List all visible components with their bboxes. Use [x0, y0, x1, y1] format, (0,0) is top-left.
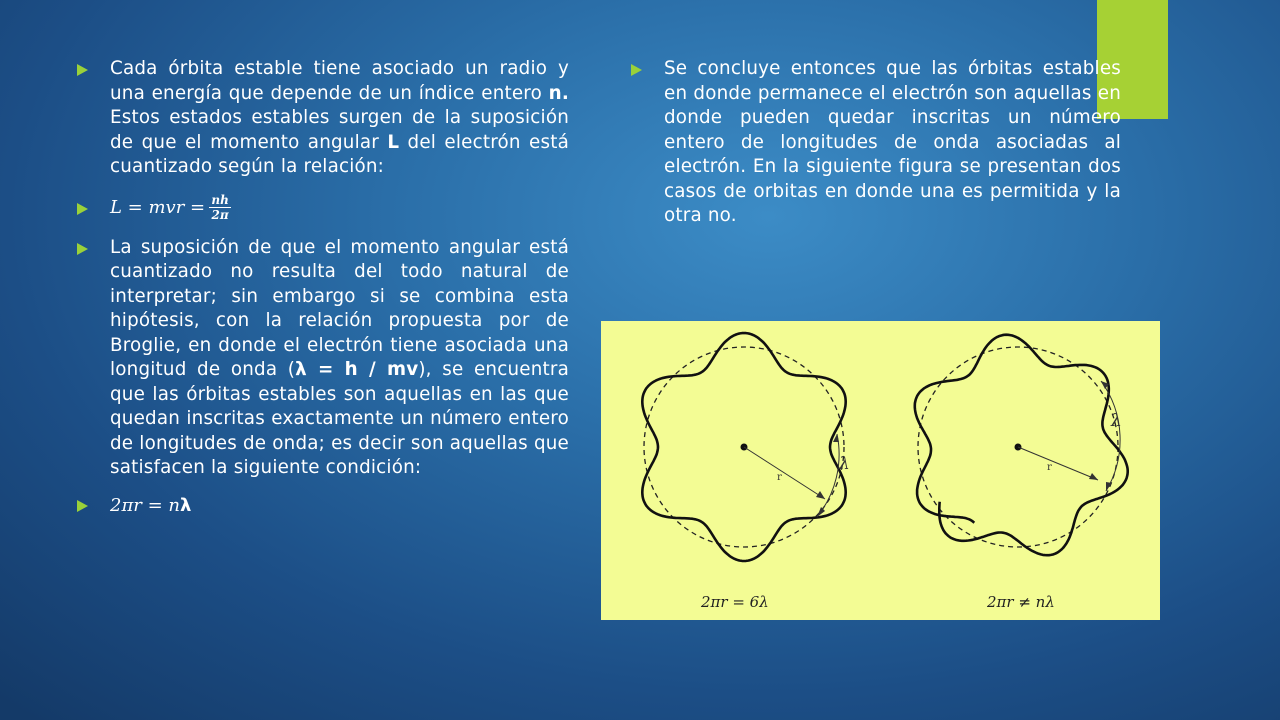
orbit-figure: [601, 321, 1160, 620]
fraction-numerator: nh: [211, 192, 229, 207]
formula-angular-momentum: [110, 193, 231, 222]
radius-line: [1018, 447, 1098, 480]
bullet-arrow-icon: [77, 64, 88, 76]
broken-wave: [915, 335, 1128, 556]
bold-de-broglie-relation: λ = h / mv: [295, 359, 419, 380]
formula-text: 2πr = n: [110, 494, 181, 516]
formula-orbit-condition: [110, 495, 191, 516]
bold-index-n: n.: [548, 82, 569, 104]
left-column: [77, 57, 569, 529]
bullet-text: [110, 57, 569, 180]
formula-lhs: L = mvr =: [110, 196, 206, 218]
radius-arrowhead: [816, 491, 825, 499]
radius-label: r: [777, 472, 782, 483]
radius-arrowhead: [1089, 473, 1098, 480]
fraction-denominator: 2π: [211, 207, 229, 222]
wavelength-label: λ: [1111, 411, 1122, 431]
forbidden-orbit-diagram: [915, 335, 1128, 611]
allowed-orbit-diagram: [642, 333, 849, 611]
bold-angular-momentum-l: L: [387, 131, 400, 153]
arc-arrowhead-bottom: [1106, 482, 1112, 491]
bullet-formula-orbit-condition: [77, 495, 569, 516]
forbidden-orbit-caption: 2πr ≠ nλ: [987, 593, 1055, 611]
wavelength-label: λ: [839, 454, 850, 474]
bullet-formula-angular-momentum: [77, 193, 569, 222]
wavelength-arc: [817, 434, 839, 517]
formula-lambda: λ: [180, 494, 192, 516]
bullet-text: [110, 236, 569, 481]
bullet-arrow-icon: [77, 243, 88, 255]
text-segment: Cada órbita estable tiene asociado un radio y una energía que depende de un índice entero: [110, 58, 569, 104]
bullet-orbit-radius-energy: [77, 57, 569, 180]
bullet-de-broglie: [77, 236, 569, 481]
bullet-conclusion: [631, 57, 1121, 229]
formula-fraction: [209, 193, 231, 222]
bullet-text: Se concluye entonces que las órbitas estables en donde permanece el electrón son aquellas en donde pueden quedar inscritas un número entero de longitudes de onda asociadas al electrón. En la siguiente figura se presentan dos casos de orbitas en donde una es permitida y la otra no.: [664, 58, 1121, 226]
text-segment: del electrón está cuantizado según la relación:: [110, 131, 569, 177]
bullet-arrow-icon: [77, 500, 88, 512]
radius-label: r: [1047, 462, 1052, 473]
radius-line: [744, 447, 825, 499]
text-segment: La suposición de que el momento angular está cuantizado no resulta del todo natural de interpretar; sin embargo si se combina esta hipótesis, con la relación propuesta por de Broglie, en donde el electrón tiene asociada una longitud de onda (: [110, 236, 569, 380]
orbit-figure-svg: [601, 321, 1160, 620]
allowed-orbit-caption: 2πr = 6λ: [701, 593, 769, 611]
right-column: [631, 57, 1121, 242]
text-segment: Estos estados estables surgen de la suposición de que el momento angular: [110, 107, 569, 153]
text-segment: ), se encuentra que las órbitas estables son aquellas en las que quedan inscritas exactamente un número entero de longitudes de onda; es decir son aquellas que satisfacen la siguiente condición:: [110, 359, 569, 478]
bullet-arrow-icon: [631, 64, 642, 76]
bullet-arrow-icon: [77, 203, 88, 215]
